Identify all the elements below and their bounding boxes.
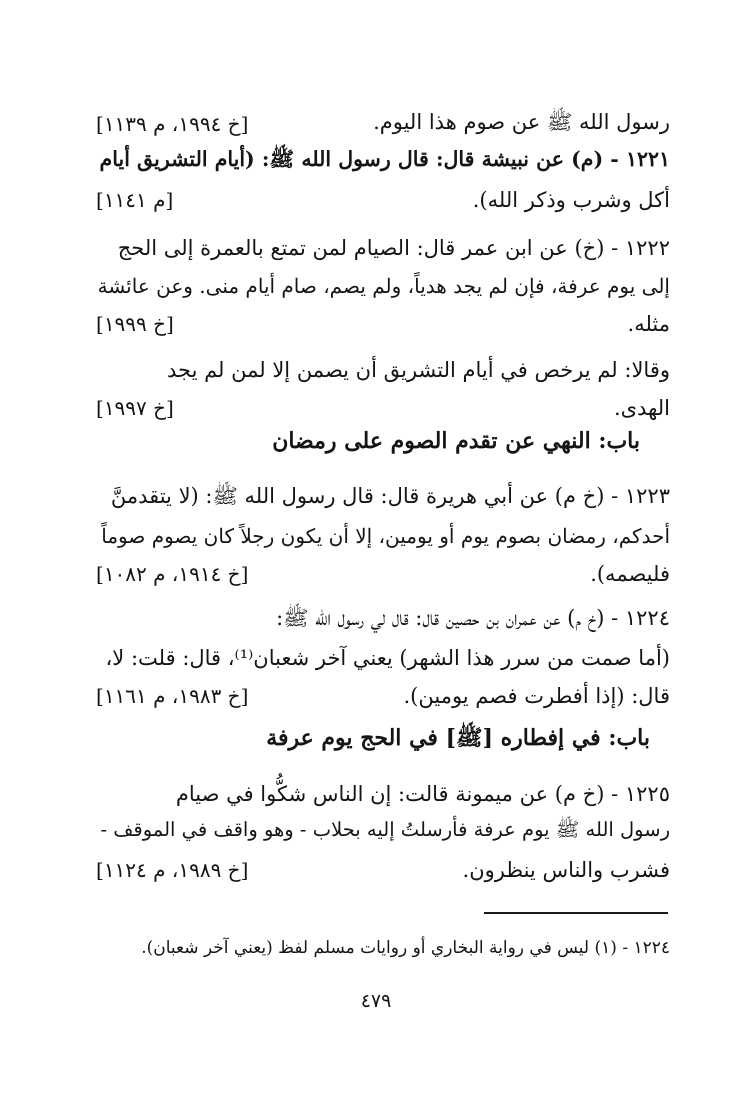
text-line: [96, 104, 670, 144]
footnote: ١٢٢٤ - (١) ليس في رواية البخاري أو روايات مسلم لفظ (يعني آخر شعبان).: [141, 938, 670, 958]
hadith-1222-addendum-line-2: [96, 388, 670, 428]
footnote-divider: [484, 912, 668, 914]
line-text: (أما صمت من سرر هذا الشهر) يعني آخر شعبان⁽¹⁾، قال: قلت: لا،: [105, 646, 670, 670]
chapter-heading: باب: النهي عن تقدم الصوم على رمضان: [272, 428, 640, 454]
hadith-1222-addendum-line-1: [96, 350, 670, 390]
line-text: إلى يوم عرفة، فإن لم يجد هدياً، ولم يصم، صام أيام منى. وعن عائشة: [97, 274, 670, 298]
line-reference: [خ ١٩٩٤، م ١١٣٩]: [96, 112, 249, 136]
hadith-1221-line-2: [96, 180, 670, 220]
line-reference: [خ ١٩٨٩، م ١١٢٤]: [96, 858, 249, 882]
line-text: ١٢٢٣ - (خ م) عن أبي هريرة قال: قال رسول الله ﷺ: (لا يتقدمنَّ: [110, 483, 670, 508]
hadith-1224-line-2: [96, 638, 670, 678]
hadith-1222-line-1: [96, 228, 670, 268]
hadith-1225-line-1: [96, 774, 670, 814]
hadith-1225-line-3: [96, 850, 670, 890]
line-text: فشرب والناس ينظرون.: [462, 858, 670, 882]
line-text: أحدكم، رمضان بصوم يوم أو يومين، إلا أن يكون رجلاً كان يصوم صوماً: [101, 524, 670, 548]
hadith-1223-line-2: [96, 516, 670, 556]
line-text: الهدى.: [613, 396, 670, 420]
line-text: رسول الله ﷺ يوم عرفة فأرسلتُ إليه بحلاب - وهو واقف في الموقف -: [100, 818, 670, 841]
page-number: ٤٧٩: [360, 990, 392, 1012]
hadith-1222-line-3: [96, 304, 670, 344]
hadith-1225-line-2: [96, 812, 670, 852]
hadith-1221-line-1: [96, 142, 670, 182]
hadith-1224-line-1: [96, 600, 670, 640]
chapter-heading: باب: في إفطاره [ﷺ] في الحج يوم عرفة: [266, 725, 650, 751]
line-text: ١٢٢٢ - (خ) عن ابن عمر قال: الصيام لمن تمتع بالعمرة إلى الحج: [117, 236, 670, 260]
line-reference: [خ ١٩٩٧]: [96, 396, 174, 420]
line-text: ١٢٢١ - (م) عن نبيشة قال: قال رسول الله ﷺ: (أيام التشريق أيام: [99, 147, 670, 171]
line-reference: [خ ١٩١٤، م ١٠٨٢]: [96, 562, 249, 586]
line-text: قال: (إذا أفطرت فصم يومين).: [403, 684, 670, 708]
line-text: ١٢٢٥ - (خ م) عن ميمونة قالت: إن الناس شكُّوا في صيام: [175, 782, 670, 806]
line-text: وقالا: لم يرخص في أيام التشريق أن يصمن إلا لمن لم يجد: [166, 358, 670, 382]
hadith-1224-line-3: [96, 676, 670, 716]
hadith-1222-line-2: [96, 266, 670, 306]
line-text: مثله.: [627, 312, 670, 336]
line-text: أكل وشرب وذكر الله).: [472, 188, 670, 212]
line-text: فليصمه).: [590, 562, 670, 586]
line-reference: [خ ١٩٨٣، م ١١٦١]: [96, 684, 249, 708]
line-text: رسول الله ﷺ عن صوم هذا اليوم.: [373, 109, 670, 134]
line-text: ١٢٢٤ - (خ م) عن عمران بن حصين قال: قال لي رسول الله ﷺ:: [276, 605, 670, 630]
line-reference: [خ ١٩٩٩]: [96, 312, 174, 336]
hadith-1223-line-3: [96, 554, 670, 594]
hadith-1223-line-1: [96, 478, 670, 518]
line-reference: [م ١١٤١]: [96, 188, 174, 212]
